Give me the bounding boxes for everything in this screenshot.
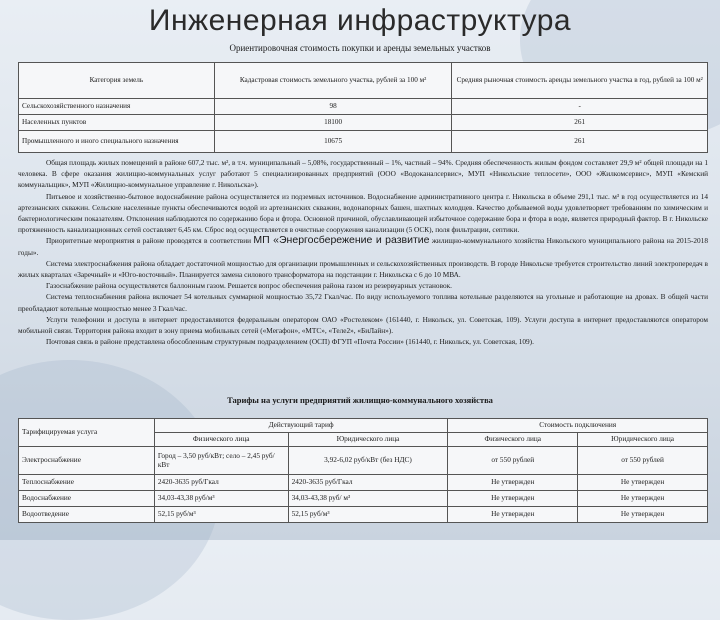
paragraph-heating: Система теплоснабжения района включает 54 котельных суммарной мощностью 35,72 Гкал/час. По виду используемого топлива котельные разделяются на угольные и работающие на дровах. В общей части преобладают котельные мощностью менее 3 Гкал/час. [18,292,708,313]
table-cell: Населенных пунктов [19,115,215,131]
table-subheader: Физического лица [154,433,288,447]
table-cell: 34,03-43,38 руб/м³ [154,491,288,507]
table-header: Тарифицируемая услуга [19,419,155,447]
table-cell: 2420-3635 руб/Гкал [154,475,288,491]
table-cell: Водоотведение [19,507,155,523]
table-cell: 34,03-43,38 руб/ м³ [288,491,448,507]
table-cell: Не утвержден [578,475,708,491]
table-cell: 10675 [214,131,452,153]
table-header: Кадастровая стоимость земельного участка, рублей за 100 м² [214,63,452,99]
table-cell: Сельскохозяйственного назначения [19,99,215,115]
paragraph-water: Питьевое и хозяйственно-бытовое водоснабжение района осуществляется из подземных источников. Водоснабжение административного центра г. Никольска в объеме 291,1 тыс. м³ в год осуществляется из 14 артезианских скважин. Сельские населенные пункты обеспечиваются водой из артезианских скважин, водонапорных башен, шахтных колодцев. Качество добываемой воды удовлетворяет требованиям по химическим и бактериологическим показателям. Отклонения наблюдаются по содержанию бора и фтора. Основной причиной, обуславливающей избыточное содержание бора и фтора в воде, является природный фактор. В г. Никольске протяженность канализационных сетей составляет 6,45 км. Сброс вод осуществляется в очистные сооружения канализации (5 ОСК), поля фильтрации, септики. [18,191,708,235]
table-subheader: Юридического лица [288,433,448,447]
table-cell: 52,15 руб/м³ [154,507,288,523]
paragraph-housing: Общая площадь жилых помещений в районе 607,2 тыс. м², в т.ч. муниципальный – 5,08%, государственный – 1%, частный – 94%. Средняя обеспеченность жилым фондом составляет 29,9 м² общей площади на 1 человека. В сфере оказания жилищно-коммунальных услуг работают 5 специализированных предприятий (ООО «Водоканалсервис», МУП «Никольские теплосети», ООО «Жилкомсервис», МУП «Кемский коммунальщик», МУП «Жилищно-коммунальное управление г. Никольска»). [18,158,708,190]
tariff-table [18,418,708,523]
paragraph-programs [18,235,708,257]
table-cell: Не утвержден [448,491,578,507]
table-cell: 3,92-6,02 руб/кВт (без НДС) [288,447,448,475]
table-cell: 98 [214,99,452,115]
paragraph-electricity: Система электроснабжения района обладает достаточной мощностью для организации промышленных и сельскохозяйственных производств. В городе Никольске требуется строительство линий электропередач в жилых кварталах «Заречный» и «Юго-восточный». Планируется замена силового трансформатора на подстанции г. Никольска с 6 до 10 МВА. [18,258,708,280]
table-row [19,131,708,153]
table-cell: Промышленного и иного специального назначения [19,131,215,153]
programs-rest: жилищно-коммунального хозяйства Никольского муниципального района на 2015-2018 годы». [18,236,708,257]
table-cell: - [452,99,708,115]
land-cost-table [18,62,708,153]
table-cell: 2420-3635 руб/Гкал [288,475,448,491]
table-subheader: Юридического лица [578,433,708,447]
table-cell: от 550 рублей [578,447,708,475]
table-cell: Электроснабжение [19,447,155,475]
programs-lead: Приоритетные мероприятия в районе проводятся в соответствии [46,236,252,246]
page-title: Инженерная инфраструктура [148,4,572,37]
table-cell: от 550 рублей [448,447,578,475]
table-cell: Не утвержден [448,507,578,523]
table-row [19,99,708,115]
table-row [19,475,708,491]
table-cell: Не утвержден [578,507,708,523]
paragraph-telecom: Услуги телефонии и доступа в интернет предоставляются федеральным оператором ОАО «Ростелеком» (161440, г. Никольск, ул. Советская, 109). Услуги доступа в интернет предоставляются оператором мобильной связи. Территория района входит в зону приема мобильных сетей («Мегафон», «МТС», «Теле2», «БиЛайн»). [18,314,708,336]
table-header: Средняя рыночная стоимость аренды земельного участка в год, рублей за 100 м² [452,63,708,99]
paragraph-gas: Газоснабжение района осуществляется баллонным газом. Решается вопрос обеспечения района газом из резервуарных установок. [46,281,452,291]
table-row [19,115,708,131]
table-header: Действующий тариф [154,419,448,433]
table-row [19,491,708,507]
table-row [19,447,708,475]
table-cell: Не утвержден [448,475,578,491]
table-cell: 261 [452,115,708,131]
table-row [19,507,708,523]
table-cell: 52,15 руб/м³ [288,507,448,523]
table-cell: Теплоснабжение [19,475,155,491]
body-text [18,157,708,347]
tariff-title: Тарифы на услуги предприятий жилищно-коммунального хозяйства [227,395,493,405]
table-cell: Водоснабжение [19,491,155,507]
program-name: МП «Энергосбережение и развитие [253,234,430,247]
table-header: Категория земель [19,63,215,99]
table-subheader: Физического лица [448,433,578,447]
subtitle: Ориентировочная стоимость покупки и аренды земельных участков [229,43,491,53]
table-header: Стоимость подключения [448,419,708,433]
table-cell: 261 [452,131,708,153]
table-cell: 18100 [214,115,452,131]
table-cell: Город – 3,50 руб/кВт; село – 2,45 руб/кВт [154,447,288,475]
table-cell: Не утвержден [578,491,708,507]
paragraph-post: Почтовая связь в районе представлена обособленным структурным подразделением (ОСП) ФГУП «Почта России» (161440, г. Никольск, ул. Советская, 109). [46,337,534,347]
